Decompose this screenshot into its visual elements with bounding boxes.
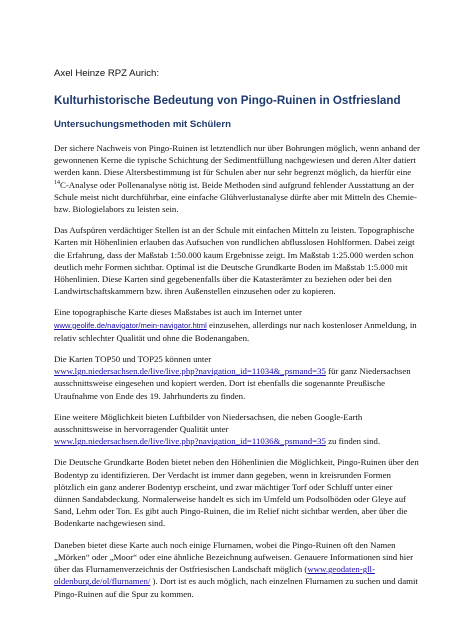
paragraph-maps: Das Aufspüren verdächtiger Stellen ist an der Schule mit einfachen Mitteln zu leisten. Topographische Karten mit Höhenlinien erlauben das Aufsuchen von rundlichen abflusslosen Hohlformen. Dabei zeigt die Erfahrung, dass der Maßstab 1:50.000 kaum Ergebnisse zeigt. Im Maßstab 1:25.000 werden schon deutlich mehr Formen sichtbar. Optimal ist die Deutsche Grundkarte Boden im Maßstab 1:5.000 mit Höhenlinien. Diese Karten sind gegebenenfalls über die Katasterämter zu beziehen oder bei den Landwirtschaftskammern bzw. ihren Außenstellen einzusehen oder zu kopieren.: [54, 225, 415, 297]
paragraph-geolife: [54, 306, 420, 344]
page-title: Kulturhistorische Bedeutung von Pingo-Ruinen in Ostfriesland: [54, 94, 401, 107]
lgn-aerial-link[interactable]: www.lgn.niedersachsen.de/live/live.php?navigation_id=11036&_psmand=35: [54, 436, 326, 447]
paragraph-aerial-text-a: Eine weitere Möglichkeit bieten Luftbilder von Niedersachsen, die neben Google-Earth ausschnittsweise in hervorragender Qualität unter: [54, 411, 363, 435]
paragraph-aerial-text-b: zu finden sind.: [325, 436, 381, 447]
paragraph-soil-map: Die Deutsche Grundkarte Boden bietet neben den Höhenlinien die Möglichkeit, Pingo-Ruinen über den Bodentyp zu identifizieren. Der Verdacht ist immer dann gegeben, wenn in kreisrunden Formen plötzlich ein ganz anderer Bodentyp erscheint, und zwar mächtiger Torf oder Schluff unter einer dünnen Sandabdeckung. Normalerweise handelt es sich im Umfeld um Podsolböden oder Gleye auf Sand, Lehm oder Ton. Es gibt auch Pingo-Ruinen, die im Relief nicht sichtbar werden, aber über die Bodenkarte nachgewiesen sind.: [54, 457, 419, 529]
document-page: [54, 68, 420, 609]
paragraph-dating-text-a: Der sichere Nachweis von Pingo-Ruinen ist letztendlich nur über Bohrungen möglich, wenn anhand der gewonnenen Kerne die typische Schichtung der Sedimentfüllung nachgewiesen und deren Alter datiert werden kann. Diese Altersbestimmung ist für Schulen aber nur sehr begrenzt möglich, da hierfür eine: [54, 143, 420, 178]
geolife-link[interactable]: www.geolife.de/navigator/mein-navigator.html: [54, 320, 207, 330]
paragraph-field-names-text-b: ). Dort ist es auch möglich, nach einzelnen Flurnamen zu suchen und damit Pingo-Ruinen auf die Spur zu kommen.: [54, 576, 418, 599]
flurnamen-link[interactable]: www.geodaten-gll-oldenburg.de/ol/flurnamen/: [54, 564, 375, 587]
lgn-top-maps-link[interactable]: www.lgn.niedersachsen.de/live/live.php?navigation_id=11034&_psmand=35: [54, 366, 326, 377]
paragraph-geolife-text-b: einzusehen, allerdings nur nach kostenloser Anmeldung, in relativ schlechter Qualität und ohne die Bodenangaben.: [54, 319, 417, 343]
section-subtitle: Untersuchungsmethoden mit Schülern: [54, 119, 231, 130]
paragraph-field-names-text-a: Daneben bietet diese Karte auch noch einige Flurnamen, wobei die Pingo-Ruinen oft den Namen „Mörken“ oder „Moor“ oder eine ähnliche Bezeichnung aufweisen. Genauere Informationen sind hier über das Flurnamenverzeichnis der Ostfriesischen Landschaft möglich (: [54, 539, 414, 575]
author-line: Axel Heinze RPZ Aurich:: [54, 68, 160, 79]
paragraph-top-maps-text-b: für ganz Niedersachsen ausschnittsweise eingesehen und kopiert werden. Dort ist ebenfalls die sogenannte Preußische Uraufnahme von Ende des 19. Jahrhunderts zu finden.: [54, 366, 411, 401]
paragraph-geolife-text-a: Eine topographische Karte dieses Maßstabes ist auch im Internet unter: [54, 307, 302, 318]
paragraph-top-maps-text-a: Die Karten TOP50 und TOP25 können unter: [54, 354, 212, 365]
isotope-superscript: 14: [54, 179, 60, 186]
paragraph-field-names: [54, 539, 420, 600]
paragraph-dating: [54, 142, 420, 215]
paragraph-top-maps: [54, 353, 420, 402]
paragraph-aerial: [54, 411, 420, 448]
paragraph-dating-text-b: C-Analyse oder Pollenanalyse nötig ist. Beide Methoden sind aufgrund fehlender Ausstattung an der Schule meist nicht durchführbar, eine einfache Glühverlustanalyse dürfte aber mit Mitteln des Chemie- bzw. Biologielabors zu leisten sein.: [54, 179, 417, 215]
